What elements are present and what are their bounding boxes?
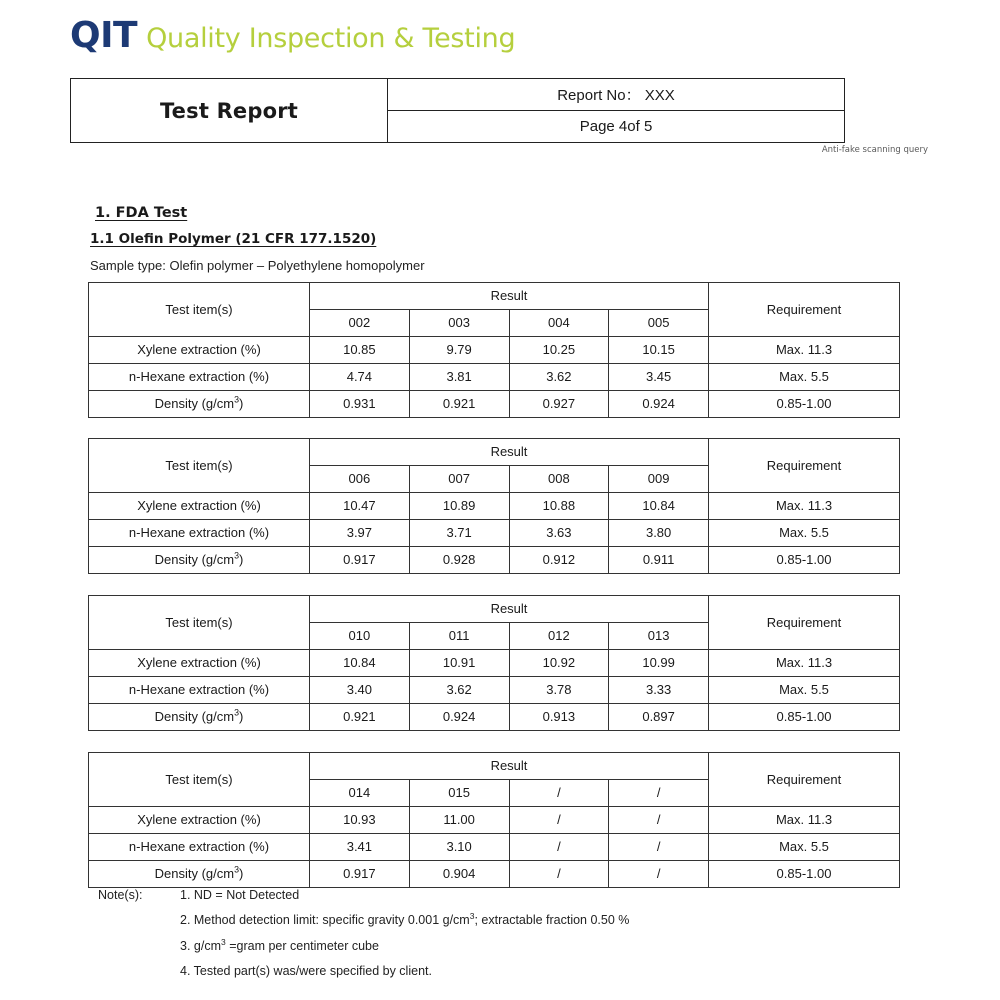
page-title: Test Report [159, 98, 299, 123]
value-density-4: 0.911 [609, 547, 709, 574]
value-hexane-extraction-1: 3.97 [310, 520, 410, 547]
sample-id-2: 015 [409, 780, 509, 807]
section-heading-olefin-polymer: 1.1 Olefin Polymer (21 CFR 177.1520) [90, 231, 377, 247]
sample-id-4: 005 [609, 310, 709, 337]
value-density-3: 0.927 [509, 391, 609, 418]
value-density-4: 0.924 [609, 391, 709, 418]
table-header-row [89, 596, 900, 623]
requirement-density: 0.85-1.00 [709, 547, 900, 574]
sample-id-1: 010 [310, 623, 410, 650]
value-density-3: / [509, 861, 609, 888]
sample-id-3: 012 [509, 623, 609, 650]
header-result: Result [310, 283, 709, 310]
value-hexane-extraction-2: 3.62 [409, 677, 509, 704]
value-hexane-extraction-3: 3.62 [509, 364, 609, 391]
note-item-1: 1. ND = Not Detected [180, 888, 300, 902]
header-requirement: Requirement [709, 283, 900, 337]
logo-tagline: Quality Inspection & Testing [146, 23, 516, 54]
value-hexane-extraction-1: 3.41 [310, 834, 410, 861]
requirement-xylene-extraction: Max. 11.3 [709, 337, 900, 364]
header-test-items: Test item(s) [89, 439, 310, 493]
value-xylene-extraction-1: 10.84 [310, 650, 410, 677]
value-xylene-extraction-2: 9.79 [409, 337, 509, 364]
result-table-4 [88, 752, 900, 888]
value-density-2: 0.924 [409, 704, 509, 731]
requirement-hexane-extraction: Max. 5.5 [709, 677, 900, 704]
value-xylene-extraction-2: 11.00 [409, 807, 509, 834]
header-test-items: Test item(s) [89, 596, 310, 650]
header-test-items: Test item(s) [89, 753, 310, 807]
sample-id-3: / [509, 780, 609, 807]
sample-id-4: 013 [609, 623, 709, 650]
header-result: Result [310, 439, 709, 466]
sample-type-line: Sample type: Olefin polymer – Polyethylene homopolymer [90, 258, 425, 273]
value-density-1: 0.931 [310, 391, 410, 418]
header-requirement: Requirement [709, 439, 900, 493]
result-table-2 [88, 438, 900, 574]
row-label-hexane-extraction: n-Hexane extraction (%) [89, 834, 310, 861]
value-xylene-extraction-4: / [609, 807, 709, 834]
value-density-4: 0.897 [609, 704, 709, 731]
table-row [89, 807, 900, 834]
header-requirement: Requirement [709, 753, 900, 807]
value-xylene-extraction-4: 10.15 [609, 337, 709, 364]
note-item-4: 4. Tested part(s) was/were specified by client. [180, 964, 432, 979]
value-density-1: 0.917 [310, 547, 410, 574]
row-label-hexane-extraction: n-Hexane extraction (%) [89, 677, 310, 704]
value-hexane-extraction-4: 3.45 [609, 364, 709, 391]
report-title-cell [71, 79, 388, 142]
value-density-1: 0.921 [310, 704, 410, 731]
value-xylene-extraction-4: 10.84 [609, 493, 709, 520]
report-number: Report No： XXX [388, 79, 844, 111]
sample-id-4: / [609, 780, 709, 807]
requirement-hexane-extraction: Max. 5.5 [709, 834, 900, 861]
table-row [89, 520, 900, 547]
sample-id-2: 007 [409, 466, 509, 493]
section-heading-fda-test: 1. FDA Test [95, 205, 188, 221]
row-label-hexane-extraction: n-Hexane extraction (%) [89, 364, 310, 391]
logo-mark: QIT [70, 15, 138, 56]
sample-id-1: 014 [310, 780, 410, 807]
sample-id-2: 003 [409, 310, 509, 337]
notes-label: Note(s): [98, 888, 143, 902]
requirement-xylene-extraction: Max. 11.3 [709, 807, 900, 834]
header-test-items: Test item(s) [89, 283, 310, 337]
table-row [89, 493, 900, 520]
row-label-xylene-extraction: Xylene extraction (%) [89, 650, 310, 677]
notes-block [98, 888, 898, 990]
value-xylene-extraction-4: 10.99 [609, 650, 709, 677]
table-header-row [89, 753, 900, 780]
value-hexane-extraction-1: 3.40 [310, 677, 410, 704]
header-result: Result [310, 596, 709, 623]
value-density-4: / [609, 861, 709, 888]
row-label-xylene-extraction: Xylene extraction (%) [89, 337, 310, 364]
result-table-1 [88, 282, 900, 418]
value-density-2: 0.921 [409, 391, 509, 418]
table-row [89, 337, 900, 364]
header-requirement: Requirement [709, 596, 900, 650]
value-hexane-extraction-2: 3.81 [409, 364, 509, 391]
result-table-3 [88, 595, 900, 731]
requirement-xylene-extraction: Max. 11.3 [709, 650, 900, 677]
value-density-3: 0.912 [509, 547, 609, 574]
requirement-density: 0.85-1.00 [709, 704, 900, 731]
table-header-row [89, 283, 900, 310]
value-hexane-extraction-3: / [509, 834, 609, 861]
requirement-density: 0.85-1.00 [709, 391, 900, 418]
value-xylene-extraction-3: / [509, 807, 609, 834]
value-xylene-extraction-3: 10.92 [509, 650, 609, 677]
value-xylene-extraction-1: 10.47 [310, 493, 410, 520]
requirement-xylene-extraction: Max. 11.3 [709, 493, 900, 520]
value-xylene-extraction-1: 10.93 [310, 807, 410, 834]
sample-id-3: 008 [509, 466, 609, 493]
table-row [89, 834, 900, 861]
requirement-hexane-extraction: Max. 5.5 [709, 364, 900, 391]
sample-id-2: 011 [409, 623, 509, 650]
table-row [89, 861, 900, 888]
note-item-2: 2. Method detection limit: specific gravity 0.001 $g/cm^3$; extractable fraction 0.50 % [180, 911, 630, 928]
row-label-density: Density $(g/cm^3)$ [89, 861, 310, 888]
table-header-row [89, 439, 900, 466]
value-density-3: 0.913 [509, 704, 609, 731]
value-xylene-extraction-3: 10.25 [509, 337, 609, 364]
value-xylene-extraction-1: 10.85 [310, 337, 410, 364]
note-item-3: 3. $g/cm^3$ =gram per centimeter cube [180, 936, 379, 953]
anti-fake-note: Anti-fake scanning query [821, 145, 928, 155]
value-xylene-extraction-3: 10.88 [509, 493, 609, 520]
value-density-1: 0.917 [310, 861, 410, 888]
value-density-2: 0.928 [409, 547, 509, 574]
row-label-hexane-extraction: n-Hexane extraction (%) [89, 520, 310, 547]
value-hexane-extraction-2: 3.71 [409, 520, 509, 547]
notes-list [98, 888, 898, 979]
sample-id-1: 002 [310, 310, 410, 337]
row-label-xylene-extraction: Xylene extraction (%) [89, 807, 310, 834]
page-indicator: Page 4of 5 [579, 118, 653, 135]
company-logo [70, 15, 516, 62]
table-row [89, 547, 900, 574]
requirement-hexane-extraction: Max. 5.5 [709, 520, 900, 547]
value-hexane-extraction-3: 3.63 [509, 520, 609, 547]
report-meta-cell [388, 79, 844, 142]
sample-id-1: 006 [310, 466, 410, 493]
value-hexane-extraction-4: 3.33 [609, 677, 709, 704]
value-hexane-extraction-4: 3.80 [609, 520, 709, 547]
table-row [89, 391, 900, 418]
sample-id-3: 004 [509, 310, 609, 337]
row-label-density: Density $(g/cm^3)$ [89, 547, 310, 574]
report-header-table [70, 78, 845, 143]
table-row [89, 704, 900, 731]
value-xylene-extraction-2: 10.89 [409, 493, 509, 520]
table-row [89, 650, 900, 677]
value-xylene-extraction-2: 10.91 [409, 650, 509, 677]
value-hexane-extraction-3: 3.78 [509, 677, 609, 704]
table-row [89, 364, 900, 391]
value-hexane-extraction-2: 3.10 [409, 834, 509, 861]
requirement-density: 0.85-1.00 [709, 861, 900, 888]
row-label-density: Density $(g/cm^3)$ [89, 391, 310, 418]
sample-id-4: 009 [609, 466, 709, 493]
value-density-2: 0.904 [409, 861, 509, 888]
value-hexane-extraction-1: 4.74 [310, 364, 410, 391]
value-hexane-extraction-4: / [609, 834, 709, 861]
header-result: Result [310, 753, 709, 780]
table-row [89, 677, 900, 704]
row-label-xylene-extraction: Xylene extraction (%) [89, 493, 310, 520]
row-label-density: Density $(g/cm^3)$ [89, 704, 310, 731]
